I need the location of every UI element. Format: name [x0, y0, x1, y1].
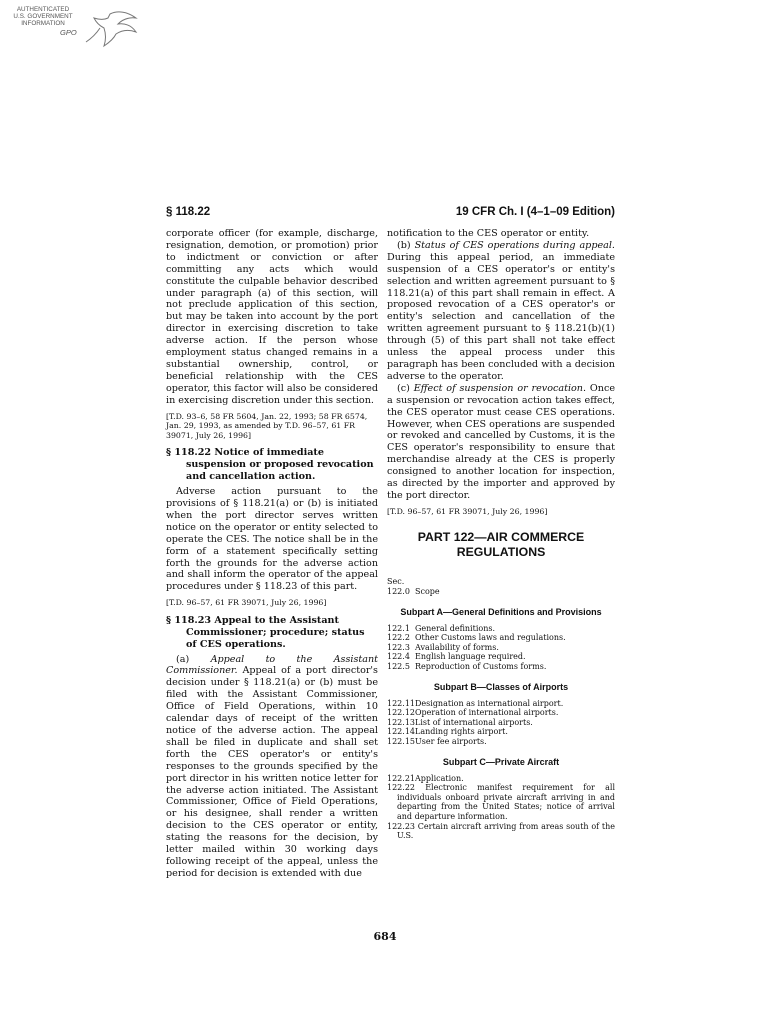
- citation: [T.D. 93–6, 58 FR 5604, Jan. 22, 1993; 58 FR 6574, Jan. 29, 1993, as amended by T.D. 96–57, 61 FR 39071, July 26, 1996]: [166, 411, 368, 440]
- paragraph-c: (c) Effect of suspension or revocation. Once a suspension or revocation action takes effect, the CES operator must cease CES operations. However, when CES operations are suspended or revoked and cancelled by Customs, it is the CES operator's responsibility to ensure that merchandise already at the CES is properly consigned to another location for inspection, as directed by the importer and approved by the port director.: [387, 382, 616, 501]
- list-item: 122.0 Scope: [387, 587, 440, 597]
- citation: [T.D. 96–57, 61 FR 39071, July 26, 1996]: [387, 506, 548, 516]
- eagle-icon: [70, 8, 150, 52]
- list-item: 122.21 Application.: [387, 773, 464, 783]
- list-item: 122.22 Electronic manifest requirement for all individuals onboard private aircraft arriving in and departing from the United States; notice of arrival and departure information.: [387, 783, 615, 821]
- list-item: 122.3 Availability of forms.: [387, 642, 499, 652]
- gpo-authentication-logo: AUTHENTICATED U.S. GOVERNMENT INFORMATION GPO: [8, 6, 148, 52]
- paragraph: notification to the CES operator or entity.: [387, 228, 590, 239]
- header-section: § 118.22: [166, 206, 211, 218]
- list-item: 122.23 Certain aircraft arriving from areas south of the U.S.: [387, 821, 615, 841]
- toc-subpart-c: [387, 774, 615, 841]
- toc-subpart-b: [387, 699, 615, 747]
- header-title: 19 CFR Ch. I (4–1–09 Edition): [455, 206, 615, 218]
- sec-label: Sec.: [387, 577, 405, 587]
- list-item: 122.15 User fee airports.: [387, 736, 487, 746]
- part-title: PART 122—AIR COMMERCE REGULATIONS: [417, 530, 585, 559]
- paragraph-b: (b) Status of CES operations during appeal. During this appeal period, an immediate suspension of a CES operator's or entity's selection and written agreement pursuant to § 118.21(a) of this part shall remain in effect. A proposed revocation of a CES operator's or entity's selection and cancellation of the written agreement pursuant to § 118.21(b)(1) through (5) of this part shall not take effect unless the appeal process under this paragraph has been concluded with a decision adverse to the operator.: [387, 239, 615, 382]
- paragraph: Adverse action pursuant to the provisions of § 118.21(a) or (b) is initiated when the port director serves written notice on the operator or entity selected to operate the CES. The notice shall be in the form of a statement specifically setting forth the grounds for the adverse action and shall inform the operator of the appeal procedures under § 118.23 of this part.: [166, 486, 378, 593]
- list-item: 122.11 Designation as international airport.: [387, 698, 564, 708]
- subpart-b-heading: Subpart B—Classes of Airports: [433, 681, 569, 692]
- running-header: [166, 206, 615, 222]
- subpart-c-heading: Subpart C—Private Aircraft: [442, 756, 560, 767]
- page-number: 684: [373, 930, 397, 943]
- left-column: [166, 228, 378, 880]
- list-item: 122.5 Reproduction of Customs forms.: [387, 662, 547, 671]
- paragraph: corporate officer (for example, discharge, resignation, demotion, or promotion) prior to indictment or conviction or after committing any acts which would constitute the culpable behavior described under paragraph (a) of this section, will not preclude application of this section, but may be taken into account by the port director in exercising discretion to take adverse action. If the person whose employment status changed remains in a substantial ownership, control, or beneficial relationship with the CES operator, this factor will also be considered in exercising discretion under this section.: [166, 228, 378, 406]
- paragraph-a: (a) Appeal to the Assistant Commissioner. Appeal of a port director's decision under § 118.21(a) or (b) must be filed with the Assistant Commissioner, Office of Field Operations, within 10 calendar days of receipt of the written notice of the adverse action. The appeal shall be filed in duplicate and shall set forth the CES operator's or entity's responses to the grounds specified by the port director in his written notice letter for the adverse action initiated. The Assistant Commissioner, Office of Field Operations, or his designee, shall render a written decision to the CES operator or entity, stating the reasons for the decision, by letter mailed within 30 working days following receipt of the appeal, unless the period for decision is extended with due: [166, 653, 378, 879]
- right-column: [387, 228, 615, 841]
- list-item: 122.1 General definitions.: [387, 623, 495, 633]
- list-item: 122.14 Landing rights airport.: [387, 727, 508, 737]
- section-heading-118-22: § 118.22 Notice of immediate suspension or proposed revocation and cancellation action.: [166, 447, 374, 483]
- list-item: 122.4 English language required.: [387, 652, 526, 662]
- toc-subpart-a: [387, 624, 615, 672]
- toc-scope: [387, 587, 615, 597]
- list-item: 122.12 Operation of international airports.: [387, 708, 559, 718]
- subpart-a-heading: Subpart A—General Definitions and Provisions: [400, 606, 602, 617]
- citation: [T.D. 96–57, 61 FR 39071, July 26, 1996]: [166, 598, 327, 608]
- list-item: 122.13 List of international airports.: [387, 717, 533, 727]
- logo-text: AUTHENTICATED U.S. GOVERNMENT INFORMATION: [13, 6, 73, 28]
- list-item: 122.2 Other Customs laws and regulations.: [387, 633, 566, 643]
- section-heading-118-23: § 118.23 Appeal to the Assistant Commissioner; procedure; status of CES operations.: [166, 614, 365, 650]
